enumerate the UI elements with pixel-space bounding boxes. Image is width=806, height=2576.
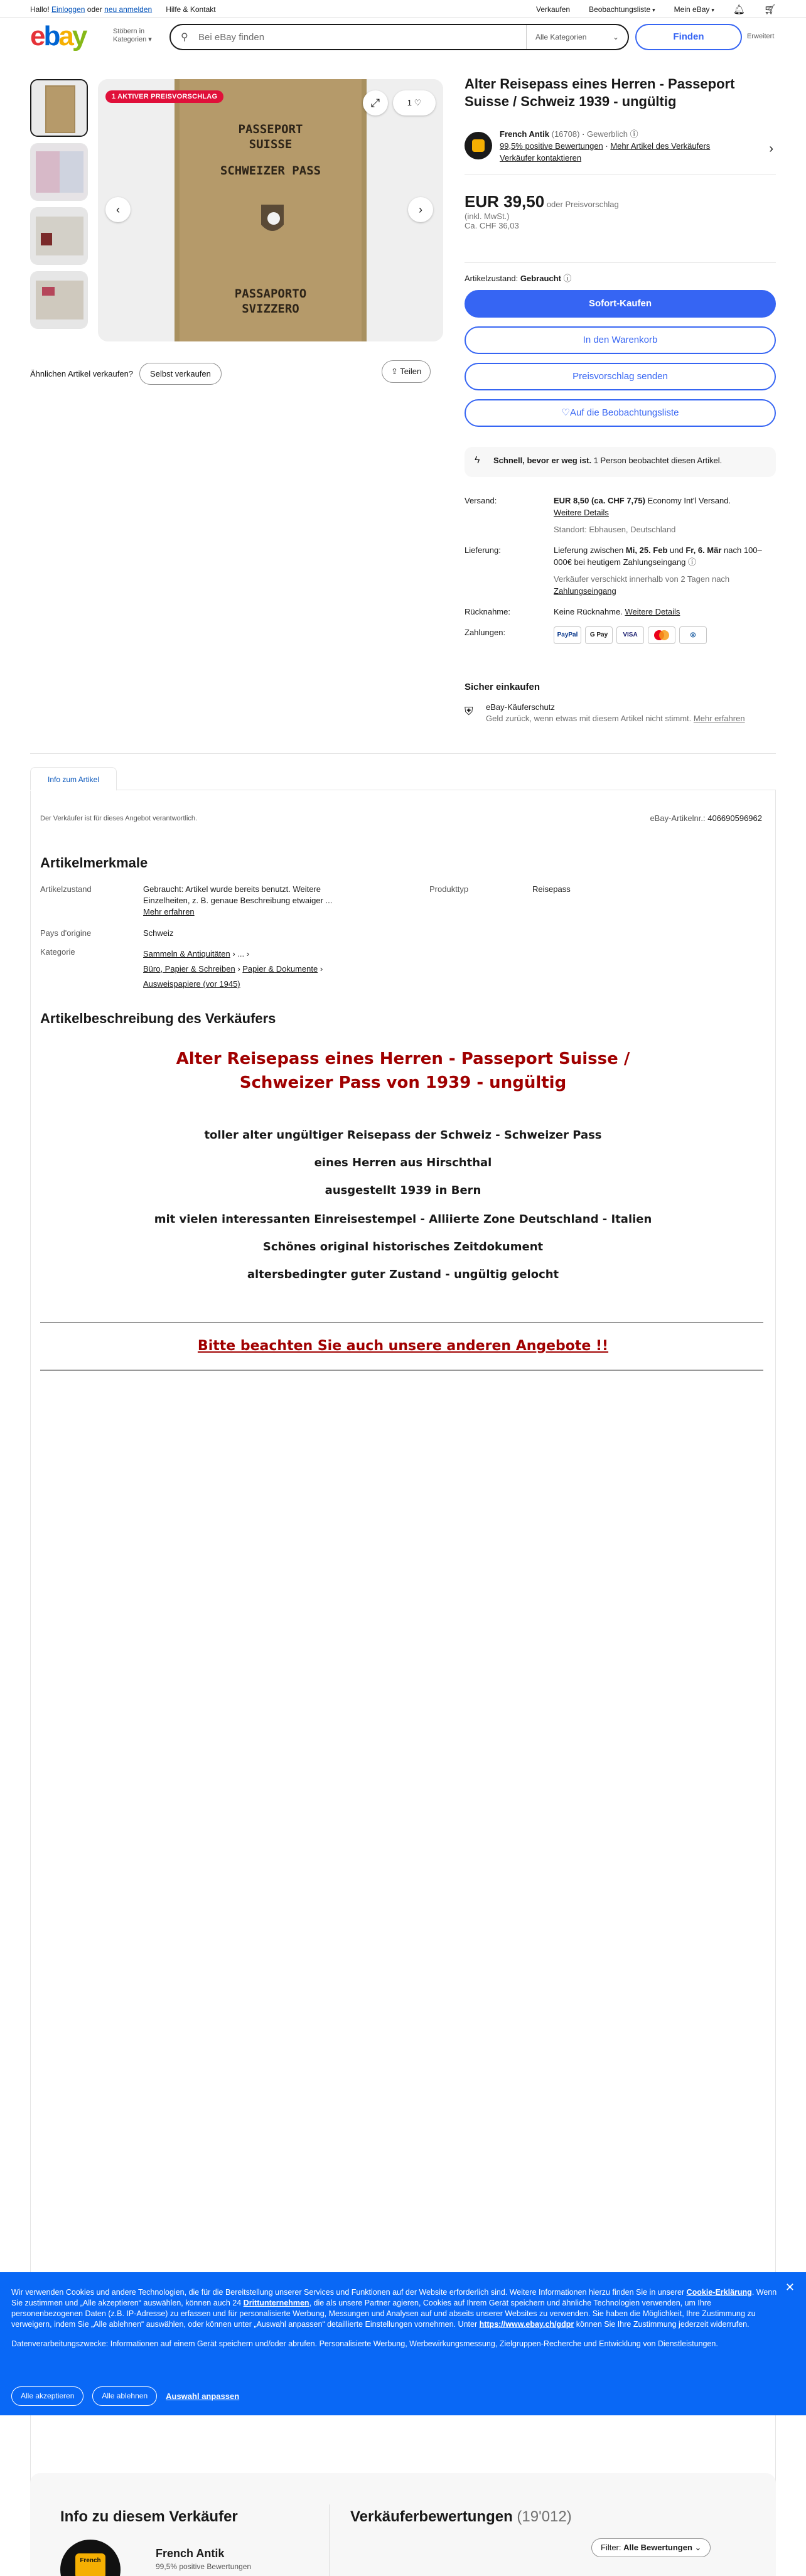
- my-ebay-menu[interactable]: Mein eBay ▾: [674, 5, 714, 14]
- cart-icon[interactable]: 🛒︎: [763, 4, 776, 15]
- reject-all-button[interactable]: Alle ablehnen: [92, 2386, 157, 2406]
- cookie-statement-link[interactable]: Cookie-Erklärung: [686, 2288, 752, 2297]
- close-icon[interactable]: ✕: [785, 2281, 795, 2294]
- payment-methods: [554, 626, 776, 644]
- category-link[interactable]: Papier & Dokumente: [242, 964, 318, 974]
- google-pay-icon: G Pay: [585, 626, 613, 644]
- chevron-down-icon: ▾: [652, 7, 655, 13]
- info-icon[interactable]: ⓘ: [630, 129, 638, 139]
- category-link[interactable]: Ausweispapiere (vor 1945): [143, 979, 240, 989]
- ebay-logo[interactable]: ebay: [30, 21, 86, 51]
- contact-seller-link[interactable]: Verkäufer kontaktieren: [500, 153, 582, 163]
- chevron-down-icon: ▾: [148, 36, 152, 43]
- seller-feedback-percent: 99,5% positive Bewertungen: [156, 2562, 252, 2571]
- chevron-right-icon: ›: [769, 142, 773, 156]
- buyer-protection-link[interactable]: Mehr erfahren: [693, 714, 745, 723]
- description-line: mit vielen interessanten Einreisestempel - Alliierte Zone Deutschland - Italien: [154, 1213, 652, 1226]
- category-link[interactable]: Sammeln & Antiquitäten: [143, 949, 230, 958]
- passport-cover-image: [31, 80, 88, 137]
- diners-icon: ◎: [679, 626, 707, 644]
- seller-more-items-link[interactable]: Mehr Artikel des Verkäufers: [610, 141, 711, 151]
- thumbnail-3[interactable]: [30, 207, 88, 265]
- chevron-down-icon: ▾: [711, 7, 714, 13]
- find-button[interactable]: Finden: [635, 24, 742, 50]
- register-link[interactable]: neu anmelden: [104, 5, 153, 14]
- condition-more-link[interactable]: Mehr erfahren: [143, 907, 195, 916]
- returns-details-link[interactable]: Weitere Details: [625, 607, 680, 616]
- shipping-details-link[interactable]: Weitere Details: [554, 508, 609, 517]
- feedback-filter-select[interactable]: Filter: Alle Bewertungen ⌄: [591, 2538, 711, 2557]
- passport-page-image: [31, 272, 88, 329]
- site-header: [0, 18, 806, 58]
- description-line: altersbedingter guter Zustand - ungültig gelocht: [247, 1268, 559, 1281]
- watchlist-menu[interactable]: Beobachtungsliste ▾: [589, 5, 655, 14]
- heart-icon: ♡: [414, 98, 422, 107]
- seller-avatar: [465, 132, 492, 159]
- search-bar: [169, 24, 629, 50]
- add-to-watchlist-button[interactable]: ♡Auf die Beobachtungsliste: [465, 399, 776, 427]
- condition-row: Artikelzustand: Gebraucht ⓘ: [465, 262, 776, 284]
- seller-card[interactable]: French Antik (16708) · Gewerblich ⓘ 99,5% positive Bewertungen · Mehr Artikel des Verkäufers Verkäufer kontaktieren ›: [465, 128, 776, 174]
- shield-icon: ⛨: [465, 705, 473, 717]
- description-heading: Artikelbeschreibung des Verkäufers: [40, 1011, 276, 1026]
- seller-feedback-link[interactable]: 99,5% positive Bewertungen: [500, 141, 603, 151]
- share-icon: ⇪: [391, 367, 398, 376]
- payment-received-link[interactable]: Zahlungseingang: [554, 586, 616, 596]
- item-info-panel: [30, 790, 776, 2484]
- category-link[interactable]: Büro, Papier & Schreiben: [143, 964, 235, 974]
- help-contact-link[interactable]: Hilfe & Kontakt: [166, 5, 216, 14]
- other-offers-link[interactable]: Bitte beachten Sie auch unsere anderen Angebote !!: [197, 1338, 609, 1354]
- notification-bell-icon[interactable]: 🔔︎: [733, 4, 745, 15]
- shipping-details: Versand: EUR 8,50 (ca. CHF 7,75) Economy Int'l Versand. Weitere Details Standort: Ebhausen, Deutschland Lieferung: Lieferung zwischen Mi, 25. Feb und Fr, 6. Mär nach 100–000€ bei heutigem Zahlungseingang ⓘ Verkäufer verschickt innerhalb von 2 Tagen nach Zahlungseingang Rücknahme: Keine Rücknahme. Weitere Details Zahlungen: PayPal G Pay VISA ◎: [465, 495, 776, 653]
- price: EUR 39,50: [465, 192, 545, 211]
- search-icon: ⚲: [181, 32, 188, 43]
- top-nav-bar: [0, 0, 806, 18]
- add-to-cart-button[interactable]: In den Warenkorb: [465, 326, 776, 354]
- passport-text: SCHWEIZER PASS: [220, 164, 321, 178]
- share-button[interactable]: ⇪ Teilen: [382, 360, 431, 383]
- customize-link[interactable]: Auswahl anpassen: [166, 2391, 240, 2401]
- features-heading: Artikelmerkmale: [40, 855, 148, 871]
- description-title: Alter Reisepass eines Herren - Passeport Suisse / Schweizer Pass von 1939 - ungültig: [176, 1049, 630, 1092]
- passport-text: PASSEPORT: [238, 122, 303, 136]
- description-divider: [40, 1370, 763, 1371]
- approx-price: CHF 36,03: [479, 221, 519, 230]
- passport-text: SVIZZERO: [242, 302, 299, 316]
- visa-icon: VISA: [616, 626, 644, 644]
- expand-icon[interactable]: ⤢: [363, 90, 388, 115]
- passport-text: SUISSE: [249, 137, 293, 151]
- thumbnail-1[interactable]: [30, 79, 88, 137]
- seller-name[interactable]: French Antik: [500, 129, 549, 139]
- previous-image-button[interactable]: ‹: [105, 197, 131, 222]
- description-line: eines Herren aus Hirschthal: [314, 1156, 492, 1169]
- accept-all-button[interactable]: Alle akzeptieren: [11, 2386, 83, 2406]
- section-divider: [329, 2504, 330, 2576]
- seller-responsibility-note: Der Verkäufer ist für dieses Angebot verantwortlich.: [40, 815, 198, 822]
- sell-similar-row: Ähnlichen Artikel verkaufen? Selbst verkaufen: [30, 363, 222, 385]
- price-block: EUR 39,50 oder Preisvorschlag (inkl. MwSt.) Ca. CHF 36,03: [465, 192, 619, 230]
- paypal-icon: PayPal: [554, 626, 581, 644]
- section-divider: [30, 753, 776, 754]
- passport-page-image: [31, 144, 88, 201]
- shop-by-category-button[interactable]: Stöbern in Kategorien ▾: [113, 28, 152, 43]
- seller-logo-mark: French: [75, 2553, 105, 2576]
- buy-now-button[interactable]: Sofort-Kaufen: [465, 290, 776, 318]
- advanced-search-link[interactable]: Erweitert: [747, 33, 775, 40]
- make-offer-button[interactable]: Preisvorschlag senden: [465, 363, 776, 390]
- info-icon[interactable]: ⓘ: [687, 557, 696, 567]
- lightning-icon: ϟ: [475, 455, 480, 466]
- thumbnail-2[interactable]: [30, 143, 88, 201]
- passport-page-image: [31, 208, 88, 265]
- tab-item-info[interactable]: Info zum Artikel: [30, 767, 117, 791]
- sell-yourself-button[interactable]: Selbst verkaufen: [139, 363, 222, 385]
- active-offer-badge: 1 AKTIVER PREISVORSCHLAG: [105, 90, 223, 103]
- seller-section: [30, 2473, 776, 2576]
- seller-section-heading: Info zu diesem Verkäufer: [60, 2508, 238, 2525]
- info-icon[interactable]: ⓘ: [563, 274, 572, 283]
- thumbnail-4[interactable]: [30, 271, 88, 329]
- passport-text: PASSAPORTO: [234, 287, 307, 301]
- main-product-image[interactable]: [98, 79, 443, 341]
- cookie-banner: ✕ Wir verwenden Cookies und andere Technologien, die für die Bereitstellung unserer Services und Funktionen auf der Website erforderlich sind. Weitere Informationen hierzu finden Sie in unserer Cookie-Erklärung. Wenn Sie zustimmen und „Alle akzeptieren“ auswählen, können auch 24 Drittunternehmen, die als unsere Partner agieren, Cookies auf Ihrem Gerät speichern und ähnliche Technologien verwenden, um Ihre personenbezogenen Daten (z.B. IP-Adresse) zu erfassen und für personalisierte Werbung, Messungen und Analysen auf und abseits unserer Websites zu verwenden. Sie haben die Möglichkeit, Ihre Zustimmung zu verweigern, indem Sie „Alle ablehnen“ auswählen, oder können unter „Auswahl anpassen“ detaillierte Einstellungen vornehmen. Unter https://www.ebay.ch/gdpr können Sie Ihre Zustimmung jederzeit widerrufen. Datenverarbeitungszwecke: Informationen auf einem Gerät speichern und/oder abrufen. Personalisierte Werbung, Werbewirkungsmessung, Zielgruppen-Recherche und Entwicklung von Dienstleistungen. Alle akzeptieren Alle ablehnen Auswahl anpassen: [0, 2272, 806, 2415]
- chevron-down-icon: ⌄: [694, 2543, 702, 2552]
- buyer-protection: Sicher einkaufen ⛨ eBay-Käuferschutz Geld zurück, wenn etwas mit diesem Artikel nicht stimmt. Mehr erfahren: [465, 682, 745, 723]
- item-number: eBay-Artikelnr.: 406690596962: [650, 813, 762, 823]
- category-select[interactable]: Alle Kategorien ⌄: [526, 25, 628, 49]
- search-input[interactable]: Bei eBay finden: [198, 32, 265, 43]
- heart-icon: ♡: [561, 407, 570, 418]
- mastercard-icon: [648, 626, 675, 644]
- gdpr-link[interactable]: https://www.ebay.ch/gdpr: [479, 2320, 574, 2329]
- signin-prompt: Hallo! Einloggen oder neu anmelden: [30, 5, 153, 14]
- seller-feedback-heading: Verkäuferbewertungen (19'012): [350, 2508, 572, 2525]
- seller-avatar[interactable]: [60, 2540, 121, 2576]
- chevron-down-icon: ⌄: [612, 33, 619, 41]
- description-line: Schönes original historisches Zeitdokument: [262, 1240, 544, 1253]
- description-divider: [40, 1322, 763, 1323]
- description-line: ausgestellt 1939 in Bern: [325, 1184, 481, 1197]
- signin-link[interactable]: Einloggen: [51, 5, 85, 14]
- third-parties-link[interactable]: Drittunternehmen: [243, 2299, 309, 2307]
- sell-link[interactable]: Verkaufen: [536, 5, 571, 14]
- urgency-notice: ϟ Schnell, bevor er weg ist. 1 Person beobachtet diesen Artikel.: [465, 447, 776, 477]
- seller-name[interactable]: French Antik: [156, 2547, 225, 2560]
- description-line: toller alter ungültiger Reisepass der Schweiz - Schweizer Pass: [204, 1129, 602, 1142]
- next-image-button[interactable]: ›: [408, 197, 433, 222]
- listing-title: Alter Reisepass eines Herren - Passeport Suisse / Schweiz 1939 - ungültig: [465, 76, 735, 109]
- thumbnail-list: [30, 79, 90, 335]
- gallery-watch-button[interactable]: 1 ♡: [393, 90, 436, 115]
